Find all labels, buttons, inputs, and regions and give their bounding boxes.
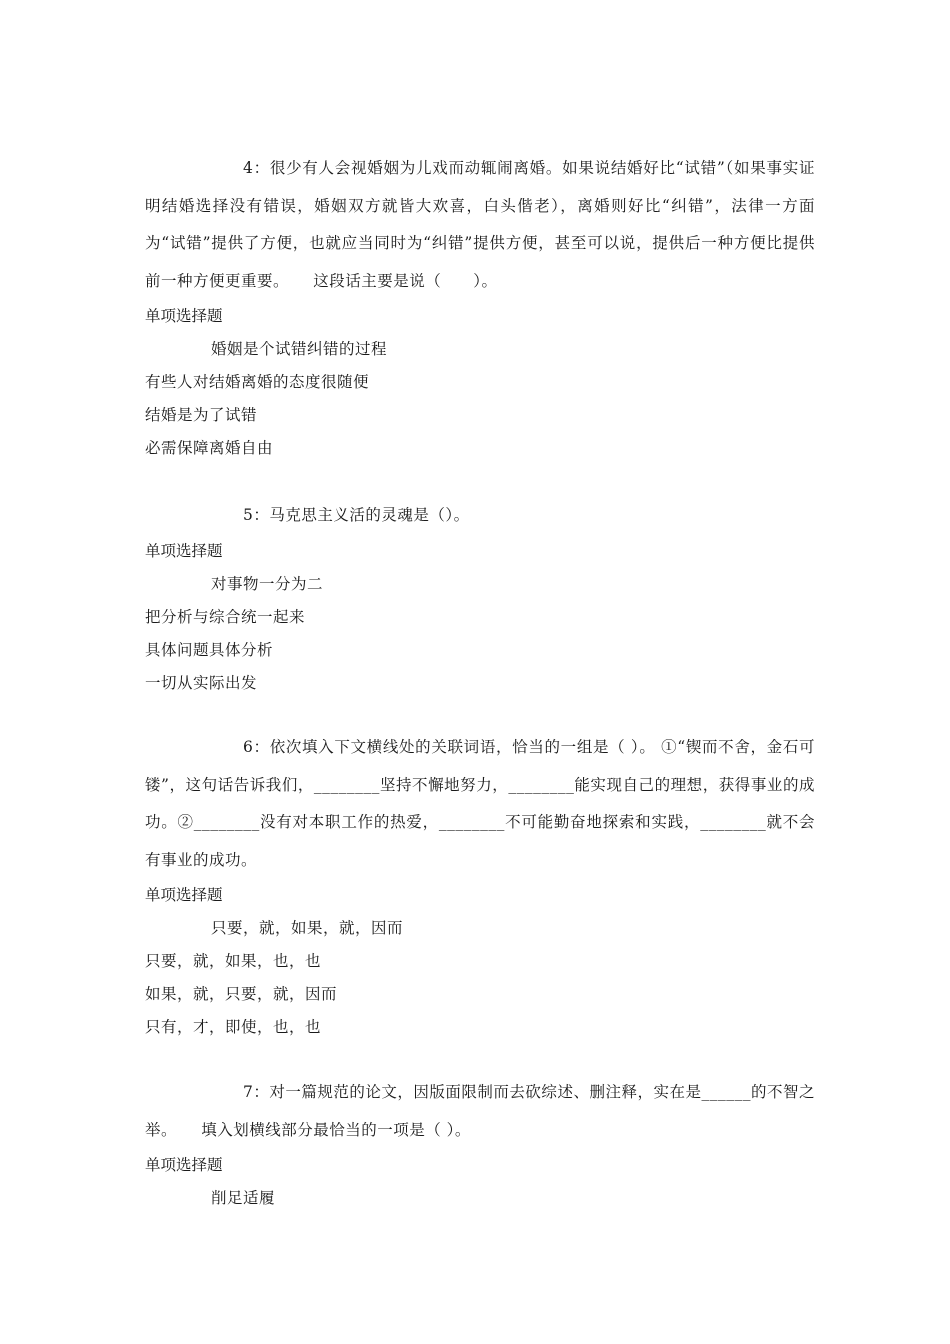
- question-type-label: 单项选择题: [145, 886, 223, 904]
- question-7: [145, 1074, 815, 1215]
- question-type-label: 单项选择题: [145, 541, 223, 560]
- question-type-label: 单项选择题: [145, 307, 223, 325]
- option-b: 把分析与综合统一起来: [145, 607, 306, 626]
- question-stem: 7：对一篇规范的论文，因版面限制而去砍综述、删注释，实在是______的不智之举。 填入划横线部分最恰当的一项是（ ）。: [145, 1083, 815, 1139]
- question-6: [145, 729, 815, 1044]
- question-4: [145, 150, 815, 465]
- question-stem: 4：很少有人会视婚姻为儿戏而动辄闹离婚。如果说结婚好比“试错”（如果事实证明结婚选择没有错误，婚姻双方就皆大欢喜，白头偕老），离婚则好比“纠错”，法律一方面为“试错”提供了方便，也就应当同时为“纠错”提供方便，甚至可以说，提供后一种方便比提供前一种方便更重要。 这段话主要是说（ ）。: [145, 159, 815, 290]
- option-c: 结婚是为了试错: [145, 406, 258, 424]
- question-5: [145, 497, 815, 700]
- option-c: 如果，就，只要，就，因而: [145, 985, 338, 1003]
- option-a: 婚姻是个试错纠错的过程: [211, 340, 388, 358]
- option-d: 必需保障离婚自由: [145, 439, 274, 457]
- option-a: 只要，就，如果，就，因而: [211, 919, 404, 937]
- option-a: 对事物一分为二: [211, 574, 324, 593]
- option-b: 只要，就，如果，也，也: [145, 952, 322, 970]
- option-a: 削足适履: [211, 1189, 276, 1207]
- question-stem: 5：马克思主义活的灵魂是（）。: [243, 506, 470, 524]
- question-type-label: 单项选择题: [145, 1156, 223, 1174]
- option-c: 具体问题具体分析: [145, 640, 274, 659]
- question-stem: 6：依次填入下文横线处的关联词语，恰当的一组是（ ）。 ①“锲而不舍，金石可镂”，这句话告诉我们，________坚持不懈地努力，________能实现自己的理想，获得事业的成功。②________没有对本职工作的热爱，________不可能勤奋地探索和实践，________就不会有事业的成功。: [145, 738, 815, 869]
- option-b: 有些人对结婚离婚的态度很随便: [145, 373, 370, 391]
- option-d: 只有，才，即使，也，也: [145, 1018, 322, 1036]
- option-d: 一切从实际出发: [145, 673, 258, 692]
